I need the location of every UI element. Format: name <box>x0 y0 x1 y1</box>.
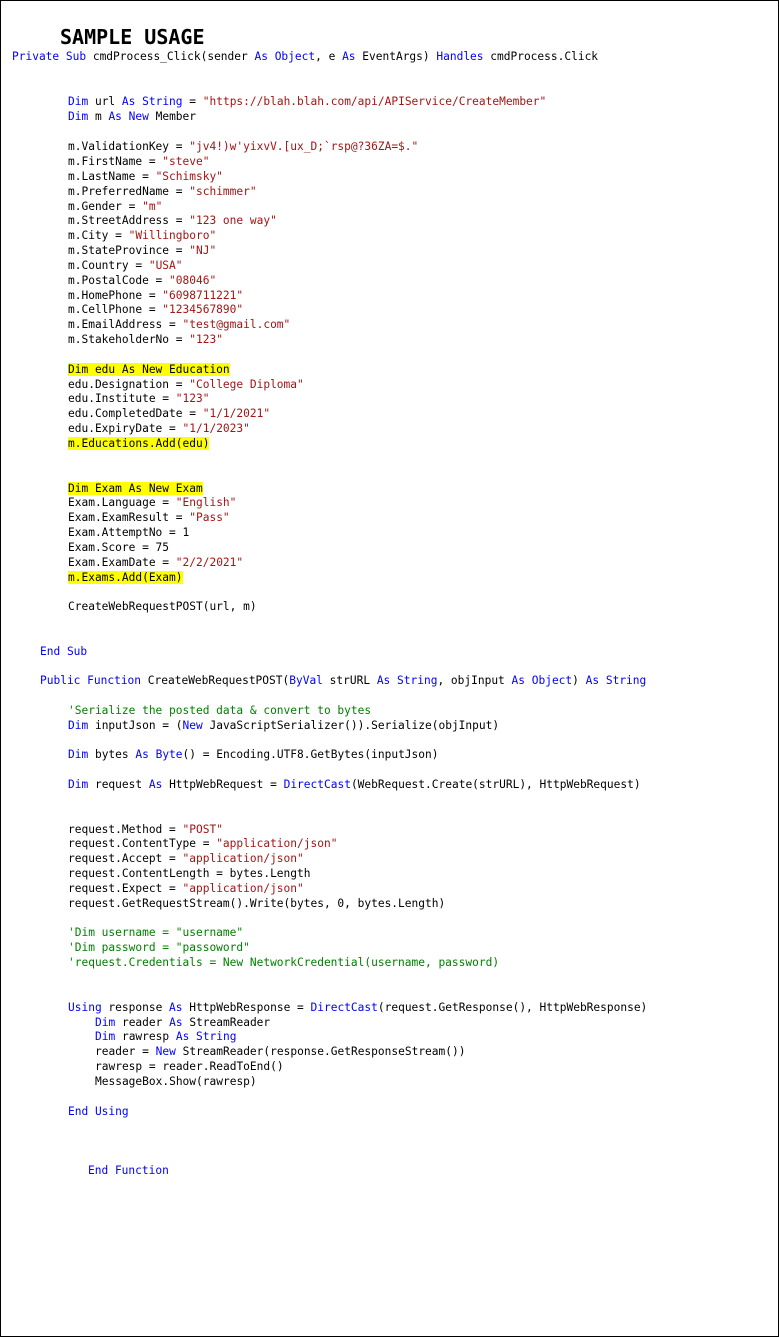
code-text: m.Country = <box>68 259 149 272</box>
code-line-content <box>68 229 216 242</box>
code-line <box>68 288 243 303</box>
keyword-token: End Sub <box>40 645 88 658</box>
code-text: m.StateProvince = <box>68 244 190 257</box>
code-text: , e <box>315 50 343 63</box>
code-text: Dim Exam As New Exam <box>68 482 203 495</box>
code-text: edu.Institute = <box>68 392 176 405</box>
string-literal: "application/json" <box>216 837 338 850</box>
code-line <box>68 525 189 540</box>
string-literal: "6098711221" <box>162 289 244 302</box>
code-line <box>68 777 641 792</box>
keyword-token: As String <box>585 674 647 687</box>
code-comment: 'Dim username = "username" <box>68 926 244 939</box>
code-line <box>68 822 223 837</box>
code-text: m.PostalCode = <box>68 274 170 287</box>
code-text: CreateWebRequestPOST( <box>141 674 290 687</box>
code-text: rawresp = reader.ReadToEnd() <box>95 1060 284 1073</box>
string-literal: "test@gmail.com" <box>182 318 291 331</box>
code-line-content <box>95 1060 284 1073</box>
code-line <box>68 851 304 866</box>
keyword-token: As <box>169 1001 183 1014</box>
code-line-content <box>12 50 598 63</box>
code-text: Exam.AttemptNo = 1 <box>68 526 190 539</box>
keyword-token: Public Function <box>40 674 142 687</box>
code-line <box>68 377 304 392</box>
code-line-content <box>68 378 304 391</box>
code-line-content <box>68 200 162 213</box>
keyword-token: Dim <box>95 1030 116 1043</box>
code-line-content <box>68 778 641 791</box>
code-line-content <box>68 526 189 539</box>
code-text: request.Method = <box>68 823 183 836</box>
code-line-content <box>68 1105 129 1118</box>
code-text: m.ValidationKey = <box>68 140 190 153</box>
code-line-content <box>95 1075 257 1088</box>
code-comment: 'Dim password = "passoword" <box>68 941 250 954</box>
code-text: m <box>88 110 109 123</box>
string-literal: "123 one way" <box>189 214 277 227</box>
code-line-content <box>88 1164 169 1177</box>
code-text: m.Educations.Add(edu) <box>68 437 210 450</box>
keyword-token: As String <box>121 95 183 108</box>
string-literal: "application/json" <box>182 882 304 895</box>
code-line-content <box>68 823 223 836</box>
code-comment: 'Serialize the posted data & convert to bytes <box>68 704 372 717</box>
code-line-content <box>68 719 499 732</box>
code-line-content <box>95 1016 270 1029</box>
code-line <box>68 836 337 851</box>
code-text: request.Accept = <box>68 852 183 865</box>
string-literal: "1234567890" <box>162 303 244 316</box>
code-text: EventArgs) <box>355 50 437 63</box>
keyword-token: As <box>342 50 356 63</box>
code-line <box>68 169 223 184</box>
code-line <box>68 436 209 451</box>
keyword-token: ByVal <box>289 674 323 687</box>
code-line-content <box>68 704 371 717</box>
keyword-token: End Function <box>88 1164 169 1177</box>
code-line-content <box>95 1045 465 1058</box>
code-line-content <box>68 422 250 435</box>
code-text: MessageBox.Show(rawresp) <box>95 1075 257 1088</box>
code-line <box>68 555 243 570</box>
code-text: m.CellPhone = <box>68 303 163 316</box>
code-text: Member <box>148 110 197 123</box>
code-line-content <box>68 511 230 524</box>
keyword-token: As String <box>376 674 438 687</box>
string-literal: "Schimsky" <box>155 170 223 183</box>
code-line-content <box>68 941 250 954</box>
code-text: url <box>88 95 122 108</box>
code-text: m.HomePhone = <box>68 289 163 302</box>
code-text: cmdProcess_Click(sender <box>86 50 255 63</box>
code-line <box>68 747 438 762</box>
code-line-content <box>68 748 438 761</box>
code-line <box>68 302 243 317</box>
code-line-content <box>68 155 209 168</box>
code-line <box>68 1104 129 1119</box>
string-literal: "08046" <box>169 274 217 287</box>
code-text: HttpWebRequest = <box>162 778 284 791</box>
code-line <box>68 1000 647 1015</box>
keyword-token: Handles <box>436 50 484 63</box>
code-text: , objInput <box>437 674 512 687</box>
code-text: cmdProcess.Click <box>483 50 599 63</box>
code-line <box>68 925 243 940</box>
code-line <box>68 109 196 124</box>
string-literal: "schimmer" <box>189 185 257 198</box>
code-line <box>68 570 183 585</box>
code-line <box>68 718 499 733</box>
code-line-content <box>68 556 243 569</box>
code-line-content <box>68 541 169 554</box>
code-line-content <box>40 645 87 658</box>
code-text: JavaScriptSerializer()).Serialize(objInput) <box>202 719 500 732</box>
string-literal: "POST" <box>182 823 223 836</box>
code-line <box>68 199 162 214</box>
code-text: request.ContentLength = bytes.Length <box>68 867 311 880</box>
keyword-token: Dim <box>68 95 89 108</box>
code-line <box>95 1074 257 1089</box>
code-text: inputJson = ( <box>88 719 183 732</box>
keyword-token: DirectCast <box>310 1001 378 1014</box>
code-line-content <box>68 407 270 420</box>
code-text: StreamReader <box>182 1016 271 1029</box>
code-line-content <box>68 392 209 405</box>
keyword-token: As String <box>175 1030 237 1043</box>
code-text: ) <box>572 674 586 687</box>
code-line-content <box>68 496 236 509</box>
keyword-token: New <box>182 719 203 732</box>
code-text: request <box>88 778 149 791</box>
string-literal: "steve" <box>162 155 210 168</box>
highlighted-code <box>68 437 209 450</box>
code-text: () = Encoding.UTF8.GetBytes(inputJson) <box>182 748 439 761</box>
code-line-content <box>68 882 304 895</box>
code-line <box>95 1015 270 1030</box>
code-text: Exam.Language = <box>68 496 176 509</box>
keyword-token: End Using <box>68 1105 129 1118</box>
keyword-token: DirectCast <box>283 778 351 791</box>
code-line-content <box>68 214 277 227</box>
string-literal: "123" <box>189 333 223 346</box>
code-text: edu.Designation = <box>68 378 190 391</box>
string-literal: "m" <box>142 200 163 213</box>
string-literal: "USA" <box>148 259 183 272</box>
code-line-content <box>40 674 646 687</box>
code-text: request.GetRequestStream().Write(bytes, 0, bytes.Length) <box>68 897 446 910</box>
code-text: StreamReader(response.GetResponseStream()) <box>175 1045 466 1058</box>
code-line <box>68 881 304 896</box>
keyword-token: Dim <box>68 110 89 123</box>
keyword-token: As Byte <box>135 748 183 761</box>
code-text: m.Gender = <box>68 200 143 213</box>
keyword-token: As <box>148 778 163 791</box>
code-line-content <box>68 897 445 910</box>
keyword-token: Dim <box>95 1016 116 1029</box>
code-line-content <box>68 289 243 302</box>
code-line <box>95 1044 465 1059</box>
code-line <box>68 955 499 970</box>
code-text: = <box>182 95 203 108</box>
string-literal: "application/json" <box>182 852 304 865</box>
code-line-content <box>68 185 257 198</box>
code-line-content <box>95 1030 236 1043</box>
code-line-content <box>68 926 243 939</box>
keyword-token: Dim <box>68 778 89 791</box>
code-text: reader <box>115 1016 170 1029</box>
code-text: rawresp <box>115 1030 176 1043</box>
keyword-token: As Object <box>254 50 316 63</box>
code-line <box>68 332 223 347</box>
code-text: Exam.Score = 75 <box>68 541 170 554</box>
code-line-content <box>68 303 243 316</box>
code-line <box>88 1163 169 1178</box>
code-line <box>68 258 183 273</box>
code-text: m.PreferredName = <box>68 185 190 198</box>
code-line <box>68 243 216 258</box>
string-literal: "1/1/2021" <box>202 407 271 420</box>
code-text: m.FirstName = <box>68 155 163 168</box>
code-text: reader = <box>95 1045 156 1058</box>
code-text: m.Exams.Add(Exam) <box>68 571 183 584</box>
code-line <box>68 940 250 955</box>
keyword-token: As <box>169 1016 183 1029</box>
code-text: Exam.ExamDate = <box>68 556 176 569</box>
code-comment: 'request.Credentials = New NetworkCredential(username, password) <box>68 956 500 969</box>
keyword-token: Dim <box>68 748 89 761</box>
keyword-token: Private Sub <box>12 50 87 63</box>
highlighted-code <box>68 482 203 495</box>
code-text: Exam.ExamResult = <box>68 511 190 524</box>
code-text: HttpWebResponse = <box>182 1001 311 1014</box>
code-line <box>68 154 209 169</box>
keyword-token: As Object <box>511 674 573 687</box>
code-line-content <box>68 244 216 257</box>
code-text: edu.ExpiryDate = <box>68 422 183 435</box>
code-text: CreateWebRequestPOST(url, m) <box>68 600 257 613</box>
keyword-token: New <box>155 1045 176 1058</box>
code-line <box>68 896 445 911</box>
string-literal: "1/1/2023" <box>182 422 250 435</box>
code-line <box>68 139 418 154</box>
highlighted-code <box>68 571 183 584</box>
code-line <box>68 184 257 199</box>
keyword-token: Using <box>68 1001 102 1014</box>
code-line-content <box>68 837 337 850</box>
string-literal: "Willingboro" <box>128 229 217 242</box>
code-line <box>68 703 371 718</box>
code-line <box>68 213 277 228</box>
code-text: m.LastName = <box>68 170 156 183</box>
code-line <box>68 510 230 525</box>
code-line-content <box>68 956 499 969</box>
code-line-content <box>68 259 183 272</box>
code-line-content <box>68 170 223 183</box>
code-text: bytes <box>88 748 136 761</box>
code-line-content <box>68 867 310 880</box>
code-line <box>68 94 546 109</box>
code-line <box>68 273 216 288</box>
code-line <box>68 317 290 332</box>
code-line <box>68 481 203 496</box>
page-title: SAMPLE USAGE <box>60 25 205 49</box>
code-line <box>68 228 216 243</box>
code-line-content <box>68 333 223 346</box>
code-line <box>68 406 270 421</box>
code-line <box>68 421 250 436</box>
code-text: request.Expect = <box>68 882 183 895</box>
string-literal: "College Diploma" <box>189 378 304 391</box>
code-text: (WebRequest.Create(strURL), HttpWebRequest) <box>350 778 641 791</box>
code-line <box>68 495 236 510</box>
code-text: request.ContentType = <box>68 837 217 850</box>
code-line <box>68 362 230 377</box>
code-line <box>68 599 257 614</box>
code-line-content <box>68 318 290 331</box>
code-line <box>12 49 598 64</box>
code-line-content <box>68 852 304 865</box>
code-line-content <box>68 1001 647 1014</box>
keyword-token: Dim <box>68 719 89 732</box>
keyword-token: As New <box>108 110 149 123</box>
code-line-content <box>68 95 546 108</box>
code-line-content <box>68 110 196 123</box>
code-line <box>95 1059 284 1074</box>
code-text: edu.CompletedDate = <box>68 407 203 420</box>
code-text: m.StakeholderNo = <box>68 333 190 346</box>
code-text: Dim edu As New Education <box>68 363 230 376</box>
highlighted-code <box>68 363 230 376</box>
string-literal: "2/2/2021" <box>175 556 244 569</box>
code-line-content <box>68 140 418 153</box>
code-line <box>95 1029 236 1044</box>
code-text: response <box>101 1001 170 1014</box>
code-text: (request.GetResponse(), HttpWebResponse) <box>377 1001 648 1014</box>
code-line-content <box>68 274 216 287</box>
code-line <box>68 391 209 406</box>
string-literal: "123" <box>175 392 210 405</box>
string-literal: "Pass" <box>189 511 230 524</box>
string-literal: "jv4!)w'yixvV.[ux_D;`rsp@?36ZA=$." <box>189 140 419 153</box>
code-line <box>40 673 646 688</box>
string-literal: "NJ" <box>189 244 217 257</box>
code-text: strURL <box>322 674 377 687</box>
code-text: m.City = <box>68 229 129 242</box>
code-line <box>40 644 87 659</box>
code-text: m.StreetAddress = <box>68 214 190 227</box>
code-text: m.EmailAddress = <box>68 318 183 331</box>
string-literal: "https://blah.blah.com/api/APIService/CreateMember" <box>202 95 547 108</box>
code-line <box>68 540 169 555</box>
code-line-content <box>68 600 257 613</box>
string-literal: "English" <box>175 496 237 509</box>
code-line <box>68 866 310 881</box>
